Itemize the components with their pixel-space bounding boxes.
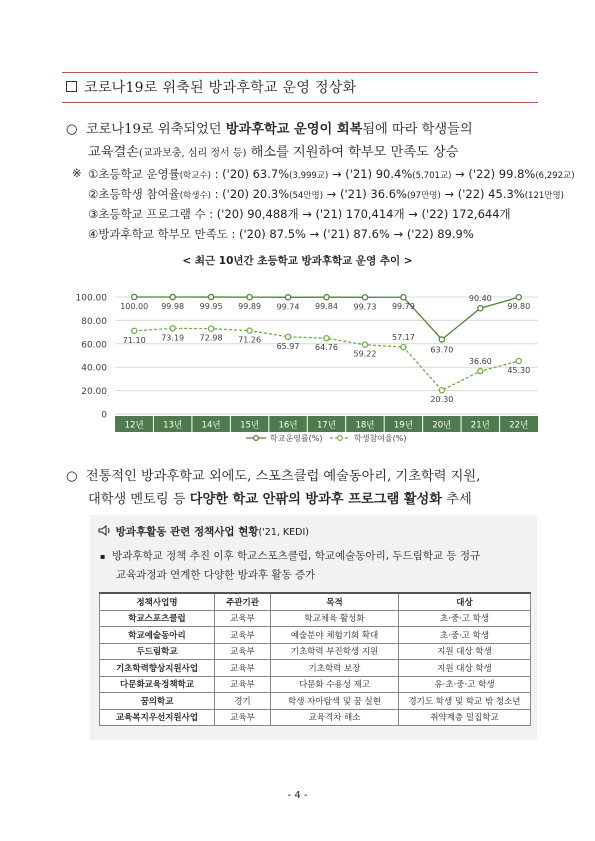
table-cell: 다문화 수용성 제고 bbox=[271, 676, 399, 693]
table-row bbox=[100, 709, 531, 726]
table-cell: 교육복지우선지원사업 bbox=[100, 709, 215, 726]
data-label: 45.30 bbox=[507, 365, 531, 375]
policy-text-line-2: 교육과정과 연계한 다양한 방과후 활동 증가 bbox=[116, 569, 316, 581]
section-title: 코로나19로 위축된 방과후학교 운영 정상화 bbox=[84, 80, 357, 96]
note-item: ④방과후학교 학부모 만족도 : ('20) 87.5% → ('21) 87.6% → ('22) 89.9% bbox=[88, 227, 474, 241]
table-header-cell: 목적 bbox=[271, 593, 399, 610]
data-point bbox=[170, 326, 175, 331]
table-row bbox=[100, 693, 531, 710]
data-label: 63.70 bbox=[430, 345, 454, 355]
table-row bbox=[100, 627, 531, 644]
table-cell: 예술분야 체험기회 확대 bbox=[271, 627, 399, 644]
x-tick-label: 21년 bbox=[470, 420, 490, 431]
highlight-text: 방과후학교 운영이 회복 bbox=[225, 122, 363, 137]
table-cell: 취약계층 밀집학교 bbox=[399, 709, 531, 726]
table-row bbox=[100, 610, 531, 627]
table-cell: 교육부 bbox=[215, 643, 271, 660]
table-cell: 학교예술동아리 bbox=[100, 627, 215, 644]
data-point bbox=[285, 334, 290, 339]
table-cell: 학교스포츠클럽 bbox=[100, 610, 215, 627]
policy-table bbox=[99, 592, 531, 726]
data-point bbox=[324, 295, 329, 300]
legend-marker bbox=[254, 436, 259, 441]
table-cell: 기초학력 부진학생 지원 bbox=[271, 643, 399, 660]
table-body bbox=[100, 610, 531, 726]
data-point bbox=[170, 294, 175, 299]
table-row bbox=[100, 676, 531, 693]
data-label: 90.40 bbox=[468, 294, 492, 304]
y-tick-label: 40.00 bbox=[81, 363, 107, 374]
table-row bbox=[100, 643, 531, 660]
table-cell: 교육부 bbox=[215, 627, 271, 644]
data-label: 57.17 bbox=[391, 333, 415, 343]
legend-label: 학생참여율(%) bbox=[354, 434, 407, 443]
table-cell: 학생 자아탐색 및 꿈 실현 bbox=[271, 693, 399, 710]
data-label: 72.98 bbox=[199, 333, 223, 343]
paragraph-1-line-1: ○ 코로나19로 위축되었던 방과후학교 운영이 회복됨에 따라 학생들의 bbox=[66, 122, 473, 137]
data-point bbox=[362, 342, 367, 347]
x-tick-label: 16년 bbox=[278, 420, 298, 431]
table-cell: 지원 대상 학생 bbox=[399, 660, 531, 677]
policy-heading: 방과후활동 관련 정책사업 현황('21, KEDI) bbox=[98, 524, 309, 539]
data-point bbox=[209, 294, 214, 299]
y-tick-label: 20.00 bbox=[81, 387, 107, 398]
y-tick-label: 80.00 bbox=[81, 316, 107, 327]
data-label: 36.60 bbox=[468, 357, 492, 367]
data-point bbox=[285, 295, 290, 300]
x-tick-label: 22년 bbox=[509, 420, 529, 431]
data-point bbox=[516, 295, 521, 300]
speaker-icon bbox=[98, 525, 112, 536]
data-label: 99.89 bbox=[238, 302, 262, 312]
data-label: 99.98 bbox=[161, 302, 185, 312]
table-cell: 꿈의학교 bbox=[100, 693, 215, 710]
header-bottom-rule bbox=[62, 102, 538, 103]
paragraph-2-line-2: 대학생 멘토링 등 다양한 학교 안팎의 방과후 프로그램 활성화 추세 bbox=[88, 492, 472, 507]
paragraph-2-line-1: ○ 전통적인 방과후학교 외에도, 스포츠클럽 예술동아리, 기초학력 지원, bbox=[66, 469, 481, 484]
data-label: 99.84 bbox=[315, 302, 338, 312]
table-cell: 교육부 bbox=[215, 676, 271, 693]
table-cell: 초·중·고 학생 bbox=[399, 610, 531, 627]
chart-title: < 최근 10년간 초등학교 방과후학교 운영 추이 > bbox=[182, 255, 413, 267]
data-point bbox=[247, 295, 252, 300]
circle-bullet-icon: ○ bbox=[66, 469, 78, 484]
y-tick-label: 60.00 bbox=[81, 340, 107, 351]
data-label: 20.30 bbox=[430, 395, 454, 405]
table-cell: 기초학력향상지원사업 bbox=[100, 660, 215, 677]
data-label: 65.97 bbox=[276, 341, 300, 351]
data-point bbox=[132, 294, 137, 299]
data-label: 71.26 bbox=[238, 335, 262, 345]
header-top-rule bbox=[62, 72, 538, 73]
data-point bbox=[401, 345, 406, 350]
data-point bbox=[478, 369, 483, 374]
table-cell: 학교체육 활성화 bbox=[271, 610, 399, 627]
data-point bbox=[478, 306, 483, 311]
table-cell: 교육격차 해소 bbox=[271, 709, 399, 726]
table-cell: 다문화교육정책학교 bbox=[100, 676, 215, 693]
data-point bbox=[401, 295, 406, 300]
data-point bbox=[324, 336, 329, 341]
line-chart bbox=[60, 285, 550, 450]
data-label: 64.76 bbox=[315, 343, 338, 353]
table-cell: 교육부 bbox=[215, 709, 271, 726]
data-point bbox=[439, 337, 444, 342]
x-tick-label: 15년 bbox=[240, 420, 260, 431]
data-label: 99.74 bbox=[276, 302, 300, 312]
x-tick-label: 14년 bbox=[201, 420, 221, 431]
note-mark: ※ bbox=[72, 166, 82, 180]
y-tick-label: 100.00 bbox=[75, 293, 107, 304]
data-label: 99.73 bbox=[353, 302, 377, 312]
legend-marker bbox=[338, 436, 343, 441]
legend-label: 학교운영률(%) bbox=[270, 434, 323, 443]
table-cell: 경기도 학생 및 학교 밖 청소년 bbox=[399, 693, 531, 710]
x-tick-label: 19년 bbox=[393, 420, 413, 431]
x-tick-label: 17년 bbox=[316, 420, 337, 431]
table-row bbox=[100, 660, 531, 677]
data-point bbox=[439, 388, 444, 393]
page-number: - 4 - bbox=[287, 790, 308, 801]
note-item: ③초등학교 프로그램 수 : ('20) 90,488개 → ('21) 170,414개 → ('22) 172,644개 bbox=[88, 207, 511, 221]
table-cell: 경기 bbox=[215, 693, 271, 710]
table-cell: 기초학력 보장 bbox=[271, 660, 399, 677]
x-tick-label: 20년 bbox=[432, 420, 452, 431]
table-header-cell: 주관기관 bbox=[215, 593, 271, 610]
data-point bbox=[362, 295, 367, 300]
table-cell: 초·중·고 학생 bbox=[399, 627, 531, 644]
data-label: 73.19 bbox=[161, 333, 185, 343]
data-label: 100.00 bbox=[120, 302, 149, 311]
data-point bbox=[132, 328, 137, 333]
table-cell: 두드림학교 bbox=[100, 643, 215, 660]
x-tick-label: 13년 bbox=[163, 420, 183, 431]
highlight-text: 다양한 학교 안팎의 방과후 프로그램 활성화 bbox=[189, 492, 443, 507]
data-point bbox=[209, 326, 214, 331]
table-header-row bbox=[100, 593, 531, 610]
data-label: 99.79 bbox=[391, 302, 415, 312]
table-header-cell: 대상 bbox=[399, 593, 531, 610]
data-label: 99.95 bbox=[199, 302, 223, 312]
circle-bullet-icon: ○ bbox=[66, 122, 78, 137]
table-cell: 유·초·중·고 학생 bbox=[399, 676, 531, 693]
square-bullet-icon: ▪ bbox=[100, 552, 106, 561]
paragraph-1-line-2: 교육결손(교과보충, 심리 정서 등) 해소를 지원하여 학부모 만족도 상승 bbox=[88, 145, 459, 160]
data-label: 71.10 bbox=[122, 335, 146, 345]
table-cell: 지원 대상 학생 bbox=[399, 643, 531, 660]
data-label: 59.22 bbox=[353, 349, 377, 359]
table-cell: 교육부 bbox=[215, 660, 271, 677]
checkbox-icon bbox=[66, 81, 77, 92]
x-tick-label: 18년 bbox=[355, 420, 375, 431]
data-point bbox=[247, 328, 252, 333]
data-label: 99.80 bbox=[507, 302, 531, 312]
y-tick-label: 0 bbox=[101, 410, 107, 421]
table-header-cell: 정책사업명 bbox=[100, 593, 215, 610]
x-tick-label: 12년 bbox=[124, 420, 144, 431]
note-item: ①초등학교 운영률(학교수) : ('20) 63.7%(3,999교) → ('21) 90.4%(5,701교) → ('22) 99.8%(6,292교) bbox=[88, 167, 575, 181]
note-item: ②초등학생 참여율(학생수) : ('20) 20.3%(54만명) → ('21) 36.6%(97만명) → ('22) 45.3%(121만명) bbox=[88, 187, 564, 201]
table-cell: 교육부 bbox=[215, 610, 271, 627]
data-point bbox=[516, 358, 521, 363]
policy-text-line-1: ▪ 방과후학교 정책 추진 이후 학교스포츠클럽, 학교예술동아리, 두드림학교 등 정규 bbox=[100, 550, 481, 562]
